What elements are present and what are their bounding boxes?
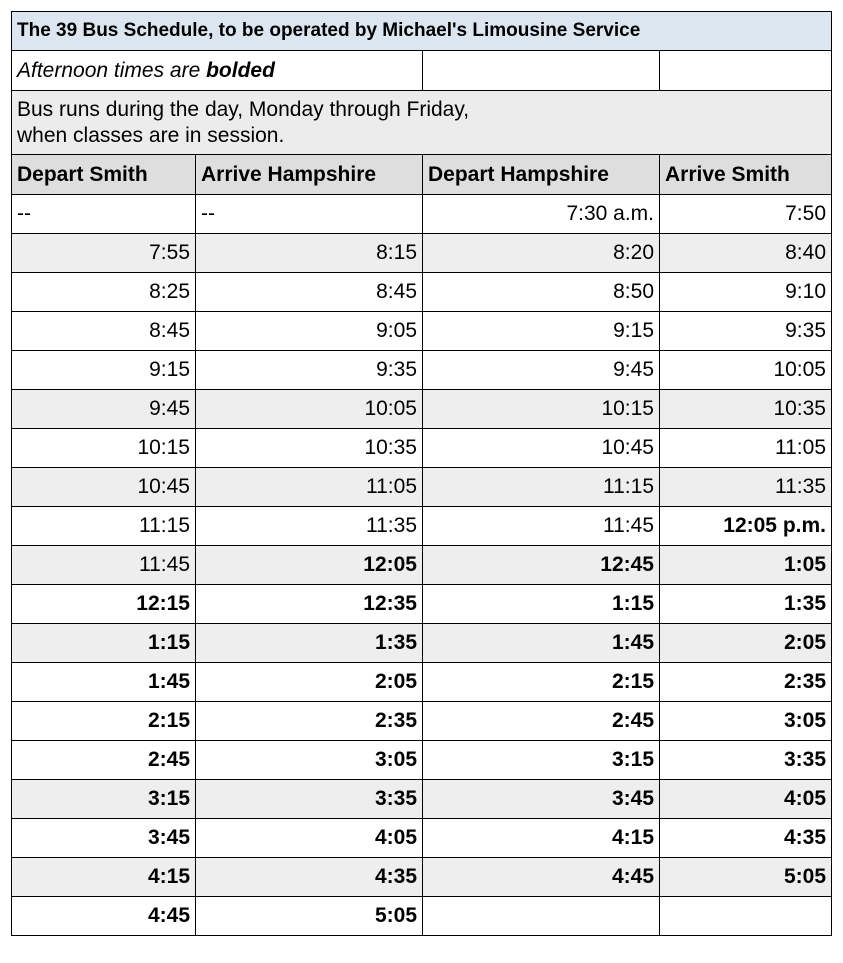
arrive-hampshire-cell: 11:05 xyxy=(196,468,423,507)
depart-smith-cell: 12:15 xyxy=(12,585,196,624)
arrive-smith-cell: 11:05 xyxy=(660,429,832,468)
depart-smith-cell: 2:15 xyxy=(12,702,196,741)
info-line-2: when classes are in session. xyxy=(17,123,285,147)
arrive-hampshire-cell: 2:35 xyxy=(196,702,423,741)
arrive-smith-cell: 3:05 xyxy=(660,702,832,741)
header-arrive-hampshire: Arrive Hampshire xyxy=(196,155,423,195)
table-row xyxy=(12,312,832,351)
arrive-hampshire-cell: 9:05 xyxy=(196,312,423,351)
depart-hampshire-cell xyxy=(423,897,660,936)
depart-hampshire-cell: 1:15 xyxy=(423,585,660,624)
header-arrive-smith: Arrive Smith xyxy=(660,155,832,195)
header-depart-smith: Depart Smith xyxy=(12,155,196,195)
table-row xyxy=(12,858,832,897)
info-line-1: Bus runs during the day, Monday through Friday, xyxy=(17,97,470,121)
arrive-hampshire-cell: 2:05 xyxy=(196,663,423,702)
table-row xyxy=(12,351,832,390)
table-row xyxy=(12,273,832,312)
table-row xyxy=(12,507,832,546)
table-row xyxy=(12,468,832,507)
depart-smith-cell: 9:45 xyxy=(12,390,196,429)
table-row xyxy=(12,741,832,780)
depart-hampshire-cell: 10:15 xyxy=(423,390,660,429)
arrive-hampshire-cell: 12:35 xyxy=(196,585,423,624)
depart-hampshire-cell: 9:45 xyxy=(423,351,660,390)
depart-smith-cell: 10:15 xyxy=(12,429,196,468)
arrive-hampshire-cell: 3:05 xyxy=(196,741,423,780)
arrive-hampshire-cell: 10:35 xyxy=(196,429,423,468)
depart-smith-cell: 3:15 xyxy=(12,780,196,819)
note-bold-word: bolded xyxy=(206,58,275,82)
depart-smith-cell: 8:25 xyxy=(12,273,196,312)
table-row xyxy=(12,780,832,819)
depart-smith-cell: 9:15 xyxy=(12,351,196,390)
arrive-smith-cell: 7:50 xyxy=(660,195,832,234)
depart-smith-cell: 1:15 xyxy=(12,624,196,663)
arrive-hampshire-cell: 11:35 xyxy=(196,507,423,546)
depart-smith-cell: 7:55 xyxy=(12,234,196,273)
depart-smith-cell: 4:45 xyxy=(12,897,196,936)
depart-hampshire-cell: 8:20 xyxy=(423,234,660,273)
depart-smith-cell: 3:45 xyxy=(12,819,196,858)
arrive-smith-cell: 5:05 xyxy=(660,858,832,897)
table-row xyxy=(12,819,832,858)
bus-schedule-table xyxy=(11,11,832,936)
depart-hampshire-cell: 9:15 xyxy=(423,312,660,351)
depart-hampshire-cell: 2:15 xyxy=(423,663,660,702)
arrive-smith-cell: 9:10 xyxy=(660,273,832,312)
arrive-hampshire-cell: 8:45 xyxy=(196,273,423,312)
table-row xyxy=(12,624,832,663)
arrive-smith-cell: 4:35 xyxy=(660,819,832,858)
depart-hampshire-cell: 3:15 xyxy=(423,741,660,780)
arrive-smith-cell: 2:35 xyxy=(660,663,832,702)
arrive-hampshire-cell: 4:35 xyxy=(196,858,423,897)
depart-smith-cell: 10:45 xyxy=(12,468,196,507)
arrive-hampshire-cell: 5:05 xyxy=(196,897,423,936)
arrive-hampshire-cell: -- xyxy=(196,195,423,234)
header-row xyxy=(12,155,832,195)
arrive-hampshire-cell: 10:05 xyxy=(196,390,423,429)
note-row xyxy=(12,51,832,91)
table-row xyxy=(12,429,832,468)
depart-smith-cell: 1:45 xyxy=(12,663,196,702)
arrive-smith-cell: 10:35 xyxy=(660,390,832,429)
table-row xyxy=(12,234,832,273)
table-row xyxy=(12,663,832,702)
depart-smith-cell: -- xyxy=(12,195,196,234)
depart-hampshire-cell: 1:45 xyxy=(423,624,660,663)
depart-hampshire-cell: 11:15 xyxy=(423,468,660,507)
depart-hampshire-cell: 12:45 xyxy=(423,546,660,585)
info-row xyxy=(12,91,832,155)
table-row xyxy=(12,897,832,936)
table-row xyxy=(12,546,832,585)
empty-cell xyxy=(423,51,660,91)
arrive-smith-cell: 10:05 xyxy=(660,351,832,390)
title-row xyxy=(12,12,832,51)
arrive-smith-cell: 1:05 xyxy=(660,546,832,585)
arrive-hampshire-cell: 12:05 xyxy=(196,546,423,585)
arrive-smith-cell: 3:35 xyxy=(660,741,832,780)
depart-smith-cell: 2:45 xyxy=(12,741,196,780)
arrive-smith-cell xyxy=(660,897,832,936)
depart-hampshire-cell: 8:50 xyxy=(423,273,660,312)
depart-hampshire-cell: 10:45 xyxy=(423,429,660,468)
table-row xyxy=(12,195,832,234)
depart-smith-cell: 8:45 xyxy=(12,312,196,351)
depart-smith-cell: 11:45 xyxy=(12,546,196,585)
header-depart-hampshire: Depart Hampshire xyxy=(423,155,660,195)
arrive-smith-cell: 11:35 xyxy=(660,468,832,507)
depart-hampshire-cell: 4:15 xyxy=(423,819,660,858)
service-info xyxy=(12,91,832,155)
arrive-hampshire-cell: 8:15 xyxy=(196,234,423,273)
empty-cell xyxy=(660,51,832,91)
arrive-smith-cell: 1:35 xyxy=(660,585,832,624)
arrive-smith-cell: 4:05 xyxy=(660,780,832,819)
arrive-smith-cell: 9:35 xyxy=(660,312,832,351)
arrive-smith-cell: 8:40 xyxy=(660,234,832,273)
depart-hampshire-cell: 4:45 xyxy=(423,858,660,897)
table-row xyxy=(12,585,832,624)
depart-smith-cell: 11:15 xyxy=(12,507,196,546)
depart-hampshire-cell: 2:45 xyxy=(423,702,660,741)
depart-hampshire-cell: 7:30 a.m. xyxy=(423,195,660,234)
arrive-smith-cell: 2:05 xyxy=(660,624,832,663)
depart-hampshire-cell: 11:45 xyxy=(423,507,660,546)
table-row xyxy=(12,390,832,429)
arrive-hampshire-cell: 1:35 xyxy=(196,624,423,663)
arrive-hampshire-cell: 3:35 xyxy=(196,780,423,819)
depart-smith-cell: 4:15 xyxy=(12,858,196,897)
note-prefix: Afternoon times are xyxy=(17,58,207,82)
arrive-smith-cell: 12:05 p.m. xyxy=(660,507,832,546)
table-row xyxy=(12,702,832,741)
schedule-title: The 39 Bus Schedule, to be operated by Michael's Limousine Service xyxy=(12,12,832,51)
arrive-hampshire-cell: 9:35 xyxy=(196,351,423,390)
afternoon-note xyxy=(12,51,423,91)
arrive-hampshire-cell: 4:05 xyxy=(196,819,423,858)
depart-hampshire-cell: 3:45 xyxy=(423,780,660,819)
